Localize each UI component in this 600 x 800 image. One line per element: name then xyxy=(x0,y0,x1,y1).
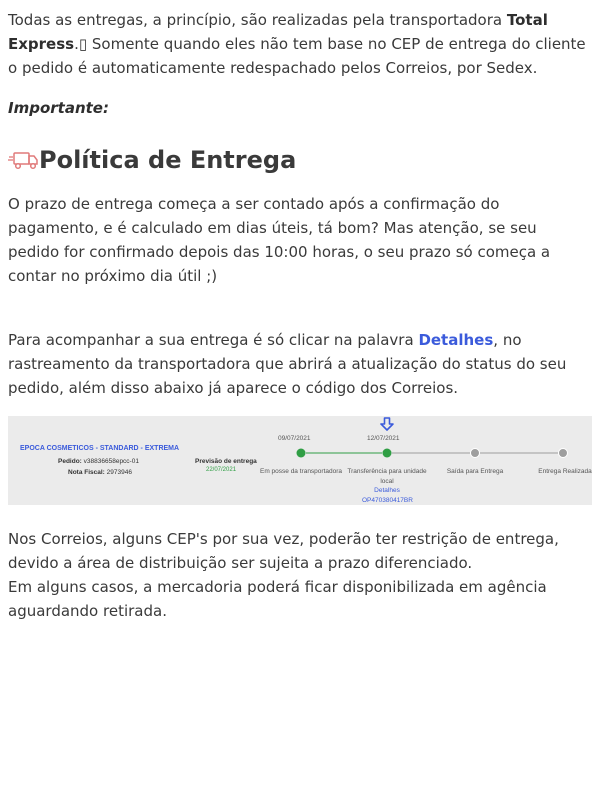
current-step-arrow-icon xyxy=(381,418,393,430)
step-3-label: Saída para Entrega xyxy=(446,468,504,475)
truck-icon xyxy=(8,149,39,171)
intro-text-after: .▯ Somente quando eles não tem base no CEP de entrega do cliente o pedido é automaticamente redespachado pelos Correios, por Sedex. xyxy=(8,35,586,77)
forecast-label: Previsão de entrega xyxy=(195,458,257,465)
order-value: v38836658epcc-01 xyxy=(83,458,139,465)
correios-paragraph-1: Nos Correios, alguns CEP's por sua vez, poderão ter restrição de entrega, devido a área de distribuição ser sujeita a prazo diferenciado. xyxy=(8,530,559,572)
correios-paragraph-2: Em alguns casos, a mercadoria poderá ficar disponibilizada em agência aguardando retirada. xyxy=(8,578,547,620)
timeline-step-dot xyxy=(383,449,392,458)
policy-heading xyxy=(8,140,592,180)
timeline-step-dot xyxy=(471,449,480,458)
tracking-banner-image xyxy=(8,416,592,505)
order-label: Pedido: xyxy=(58,458,82,465)
tracking-text-before: Para acompanhar a sua entrega é só clicar na palavra xyxy=(8,331,419,349)
deadline-paragraph: O prazo de entrega começa a ser contado após a confirmação do pagamento, e é calculado em dias úteis, tá bom? Mas atenção, se seu pedido for confirmado depois das 10:00 horas, o seu prazo só começa a contar no próximo dia útil ;) xyxy=(8,195,551,285)
step-2-label: Transferência para unidade local xyxy=(347,468,427,485)
tracking-timeline xyxy=(8,416,592,505)
intro-text-before: Todas as entregas, a princípio, são realizadas pela transportadora xyxy=(8,11,507,29)
policy-heading-text: Política de Entrega xyxy=(39,146,297,174)
invoice-value: 2973946 xyxy=(106,469,132,476)
step-4-label: Entrega Realizada xyxy=(538,468,592,475)
timeline-step-dot xyxy=(559,449,568,458)
forecast-date: 22/07/2021 xyxy=(206,467,237,473)
carrier-name: Total Express xyxy=(8,11,548,53)
timeline-step-dot xyxy=(297,449,306,458)
tracking-paragraph xyxy=(8,328,592,400)
intro-paragraph xyxy=(8,8,592,80)
tracking-store-name: EPOCA COSMETICOS - STANDARD - EXTREMA xyxy=(20,445,180,452)
step-2-date: 12/07/2021 xyxy=(367,435,400,442)
details-link[interactable]: Detalhes xyxy=(418,331,494,349)
important-label: Importante: xyxy=(8,99,109,117)
step-1-label: Em posse da transportadora xyxy=(259,468,343,475)
step-1-date: 09/07/2021 xyxy=(278,435,311,442)
tracking-details-link[interactable]: Detalhes xyxy=(374,487,400,494)
tracking-code[interactable]: OP470380417BR xyxy=(362,497,413,504)
tracking-text-after: , no rastreamento da transportadora que abrirá a atualização do status do seu pedido, além disso abaixo já aparece o código dos Correios. xyxy=(8,331,567,397)
invoice-label: Nota Fiscal: xyxy=(68,469,105,476)
